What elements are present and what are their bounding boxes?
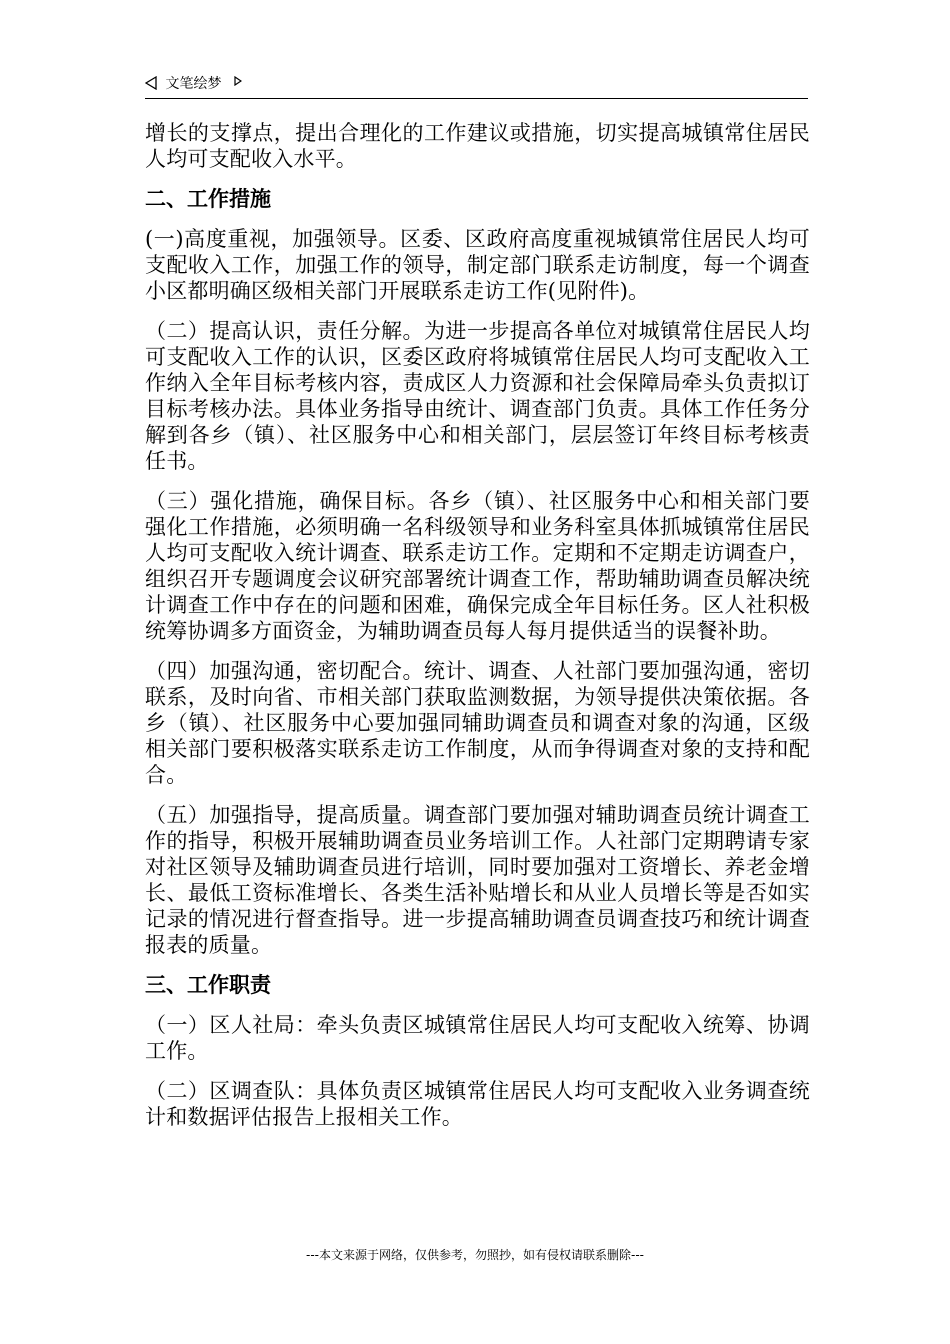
section-heading: 三、工作职责 [145, 973, 271, 997]
header-title: 文笔绘梦 [165, 76, 222, 92]
page-header [145, 74, 808, 99]
page-footer: ---本文来源于网络，仅供参考，勿照抄，如有侵权请联系删除--- [306, 1248, 644, 1262]
section-heading: 二、工作措施 [145, 187, 271, 211]
paragraph: （三）强化措施，确保目标。各乡（镇）、社区服务中心和相关部门要强化工作措施，必须明确一名科级领导和业务科室具体抓城镇常住居民人均可支配收入统计调查、联系走访工作。定期和不定期走访调查户，组织召开专题调度会议研究部署统计调查工作，帮助辅助调查员解决统计调查工作中存在的问题和困难，确保完成全年目标任务。区人社积极统筹协调多方面资金，为辅助调查员每人每月提供适当的误餐补助。 [145, 489, 810, 643]
paragraph: （二）区调查队：具体负责区城镇常住居民人均可支配收入业务调查统计和数据评估报告上报相关工作。 [145, 1079, 810, 1129]
document-body [145, 120, 810, 1144]
triangle-right-icon [234, 76, 242, 86]
triangle-left-icon [145, 76, 157, 90]
paragraph: 增长的支撑点，提出合理化的工作建议或措施，切实提高城镇常住居民人均可支配收入水平。 [145, 121, 810, 171]
paragraph: （一）区人社局：牵头负责区城镇常住居民人均可支配收入统筹、协调工作。 [145, 1013, 810, 1063]
paragraph: （五）加强指导，提高质量。调查部门要加强对辅助调查员统计调查工作的指导，积极开展辅助调查员业务培训工作。人社部门定期聘请专家对社区领导及辅助调查员进行培训，同时要加强对工资增长、养老金增长、最低工资标准增长、各类生活补贴增长和从业人员增长等是否如实记录的情况进行督查指导。进一步提高辅助调查员调查技巧和统计调查报表的质量。 [145, 803, 810, 957]
paragraph: （二）提高认识，责任分解。为进一步提高各单位对城镇常住居民人均可支配收入工作的认识，区委区政府将城镇常住居民人均可支配收入工作纳入全年目标考核内容，责成区人力资源和社会保障局牵头负责拟订目标考核办法。具体业务指导由统计、调查部门负责。具体工作任务分解到各乡（镇）、社区服务中心和相关部门，层层签订年终目标考核责任书。 [145, 319, 810, 473]
paragraph: (一)高度重视，加强领导。区委、区政府高度重视城镇常住居民人均可支配收入工作，加强工作的领导，制定部门联系走访制度，每一个调查小区都明确区级相关部门开展联系走访工作(见附件)。 [145, 227, 810, 303]
paragraph: （四）加强沟通，密切配合。统计、调查、人社部门要加强沟通，密切联系，及时向省、市相关部门获取监测数据，为领导提供决策依据。各乡（镇）、社区服务中心要加强同辅助调查员和调查对象的沟通，区级相关部门要积极落实联系走访工作制度，从而争得调查对象的支持和配合。 [145, 659, 810, 787]
